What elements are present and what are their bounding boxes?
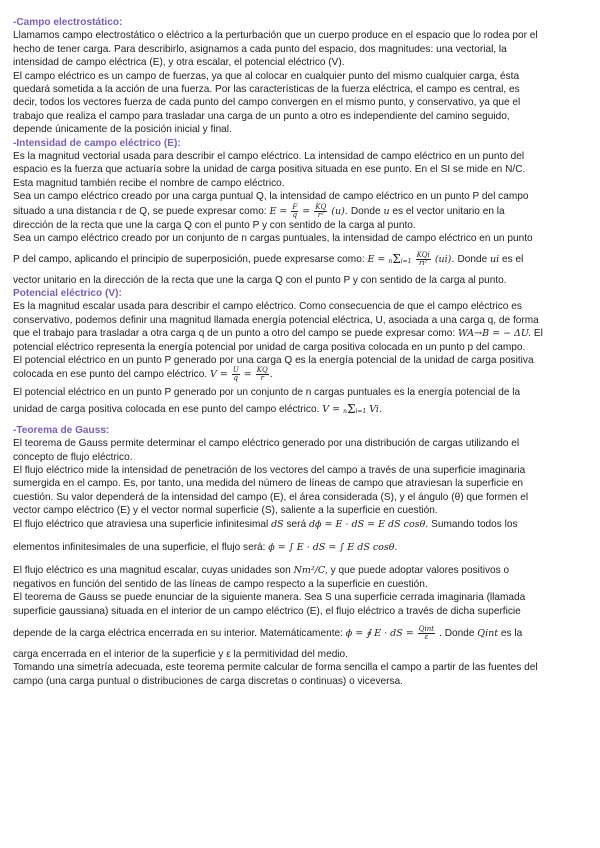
paragraph-definicion-campo [13, 29, 591, 69]
text-line: Esta magnitud también recibe el nombre de campo eléctrico. [13, 177, 285, 189]
text-line-with-formula: colocada en ese punto del campo eléctrico. V = $\frac{U}{q}$ = $\frac{KQ}{r}$ . [13, 366, 273, 383]
text-line: El potencial eléctrico en un punto P generado por una carga Q es la energía potencial de la unidad de carga positiva [13, 354, 534, 366]
paragraph-potencial-puntual [13, 354, 591, 382]
text-line: negativos en función del sentido de las líneas de campo respecto a la superficie en cuestión. [13, 578, 428, 590]
text-line: quedará sometida a la acción de una fuerza. Por las características de la fuerza eléctrica, el campo es central, es [13, 84, 520, 96]
paragraph-potencial-conjunto [13, 386, 591, 417]
text-line-with-formula: depende de la carga eléctrica encerrada en su interior. Matemáticamente: ϕ = ∮ E · dS = $\frac{\text{Qint}}{\varepsilon}$ . Donde Qint es la [13, 625, 523, 642]
text-line: Tomando una simetría adecuada, este teorema permite calcular de forma sencilla el campo a partir de las fuentes del [13, 662, 538, 674]
text-line: campo (una carga puntual o distribuciones de carga discretas o continuas) o viceversa. [13, 675, 403, 687]
text-line: vector campo eléctrico (E) y el vector normal superficie (S), saliente a la superficie en cuestión. [13, 505, 438, 517]
text-line: El potencial eléctrico en un punto P generado por un conjunto de n cargas puntuales es la energía potencial de la [13, 387, 521, 399]
formula-flujo-integral: ϕ = ∫ E · dS = ∫ E dS cosθ. [268, 542, 398, 553]
paragraph-potencial-def [13, 300, 591, 354]
text-line: Es la magnitud escalar usada para describir el campo eléctrico. Como consecuencia de que el campo eléctrico es [13, 301, 522, 313]
text-line-with-formula: El flujo eléctrico que atraviesa una superficie infinitesimal dS será dϕ = E · dS = E dS cosθ. Sumando todos los [13, 518, 518, 530]
text-line: El campo eléctrico es un campo de fuerzas, ya que al colocar en cualquier punto del mismo cualquier carga, ésta [13, 70, 520, 82]
paragraph-superposicion [13, 232, 591, 287]
document-page [13, 16, 591, 688]
text-line: sumergida en el campo. Es, por tanto, una medida del número de líneas de campo que atraviesan la superficie en [13, 478, 524, 490]
text-line: cuestión. Su valor dependerá de la intensidad del campo (E), el área considerada (S), y el ángulo (θ) que formen el [13, 491, 529, 503]
text-line: El teorema de Gauss se puede enunciar de la siguiente manera. Sea S una superficie cerrada imaginaria (llamada [13, 592, 526, 604]
text-line: dirección de la recta que une la carga Q con el punto P y con sentido de la carga al punto. [13, 219, 416, 231]
text-line: potencial eléctrico representa la energía potencial por unidad de carga positiva colocada en un punto p del campo. [13, 341, 526, 353]
formula-flujo-diferencial: dϕ = E · dS = E dS cosθ. [308, 518, 429, 530]
text-line: hecho de tener carga. Para describirlo, asignamos a cada punto del espacio, dos magnitudes: una vectorial, la [13, 43, 507, 55]
text-line: Llamamos campo electrostático o eléctrico a la perturbación que un cuerpo produce en el espacio que lo rodea por el [13, 30, 538, 42]
heading-campo-electrostatico: -Campo electrostático: [13, 17, 123, 28]
formula-potencial-suma: V = nΣi=1 Vi. [322, 401, 382, 416]
text-line: Sea un campo eléctrico creado por una carga puntual Q, la intensidad de campo eléctrico en un punto P del campo [13, 191, 529, 203]
text-line-with-formula: P del campo, aplicando el principio de superposición, puede expresarse como: E = nΣi=1 $\frac{\text{KQi}}{\text{ri²}}$ (ui). Donde ui es el [13, 250, 524, 267]
text-line: concepto de flujo eléctrico. [13, 451, 133, 463]
formula-potencial-puntual: V = $\frac{U}{q}$ = $\frac{KQ}{r}$ . [209, 366, 273, 383]
formula-campo-puntual: E = $\frac{F}{q}$ = $\frac{KQ}{\text{r²}}$ (u). [269, 202, 348, 219]
text-line: trabajo que realiza el campo para trasladar una carga de un punto a otro es independiente del camino seguido, [13, 110, 510, 122]
text-line: El flujo eléctrico mide la intensidad de penetración de los vectores del campo a través de una superficie imaginaria [13, 464, 526, 476]
text-line: intensidad de campo eléctrica (E), y otra escalar, el potencial eléctrico (V). [13, 57, 345, 69]
paragraph-gauss-enunciado [13, 591, 591, 661]
paragraph-flujo-formula [13, 518, 591, 555]
formula-trabajo: WA→B = − ΔU. [457, 328, 532, 340]
text-line: depende únicamente de la posición inicial y final. [13, 124, 232, 136]
text-line: Es la magnitud vectorial usada para describir el campo eléctrico. La intensidad de campo eléctrico en un punto del [13, 151, 525, 163]
formula-unidades: Nm²/C, [293, 565, 328, 577]
paragraph-simetria [13, 661, 591, 688]
paragraph-carga-puntual [13, 190, 591, 232]
text-line: vector unitario en la dirección de la recta que une la carga Q con el punto P y con sentido de la carga al punto. [13, 274, 507, 286]
paragraph-flujo-unidades [13, 564, 591, 591]
text-line-with-formula: El flujo eléctrico es una magnitud escalar, cuyas unidades son Nm²/C, y que puede adoptar valores positivos o [13, 565, 510, 577]
text-line-with-formula: elementos infinitesimales de una superficie, el flujo será: ϕ = ∫ E · dS = ∫ E dS cosθ. [13, 542, 398, 553]
text-line-with-formula: unidad de carga positiva colocada en ese punto del campo eléctrico. V = nΣi=1 Vi. [13, 401, 382, 416]
text-line: El teorema de Gauss permite determinar el campo eléctrico generado por una distribución de cargas utilizando el [13, 438, 520, 450]
text-line: espacio es la fuerza que actuaría sobre la unidad de carga positiva situada en ese punto. En el SI se mide en N/C. [13, 164, 526, 176]
text-line-with-formula: situado a una distancia r de Q, se puede expresar como: E = $\frac{F}{q}$ = $\frac{KQ}{\text{r²}}$ (u). Donde u es el vector unitario en la [13, 202, 505, 219]
paragraph-flujo-def [13, 464, 591, 518]
text-line: conservativo, podemos definir una magnitud llamada energía potencial eléctrica, U, asociada a una carga q, de forma [13, 314, 539, 326]
formula-superposicion: E = nΣi=1 $\frac{\text{KQi}}{\text{ri²}}$ (ui). [367, 250, 455, 267]
heading-potencial-electrico: Potencial eléctrico (V): [13, 287, 122, 299]
text-line-with-formula: que el trabajo para trasladar a otra carga q de un punto a otro del campo se puede expresar como: WA→B = − ΔU. El [13, 328, 543, 340]
heading-intensidad-campo: -Intensidad de campo eléctrico (E): [13, 137, 181, 149]
text-line: carga encerrada en el interior de la superficie y ε la permitividad del medio. [13, 649, 348, 661]
paragraph-gauss-intro [13, 437, 591, 464]
text-line: Sea un campo eléctrico creado por un conjunto de n cargas puntuales, la intensidad de campo eléctrico en un punto [13, 233, 533, 245]
text-line: superficie gaussiana) situada en el interior de un campo eléctrico (E), el flujo eléctrico a través de dicha superficie [13, 605, 521, 617]
text-line: decir, todos los vectores fuerza de cada punto del campo convergen en el mismo punto, y conservativo, ya que el [13, 97, 521, 109]
formula-gauss: ϕ = ∮ E · dS = $\frac{\text{Qint}}{\varepsilon}$ [345, 625, 435, 642]
paragraph-campo-fuerzas [13, 70, 591, 137]
heading-teorema-gauss: -Teorema de Gauss: [13, 424, 110, 436]
paragraph-intensidad-def [13, 150, 591, 190]
